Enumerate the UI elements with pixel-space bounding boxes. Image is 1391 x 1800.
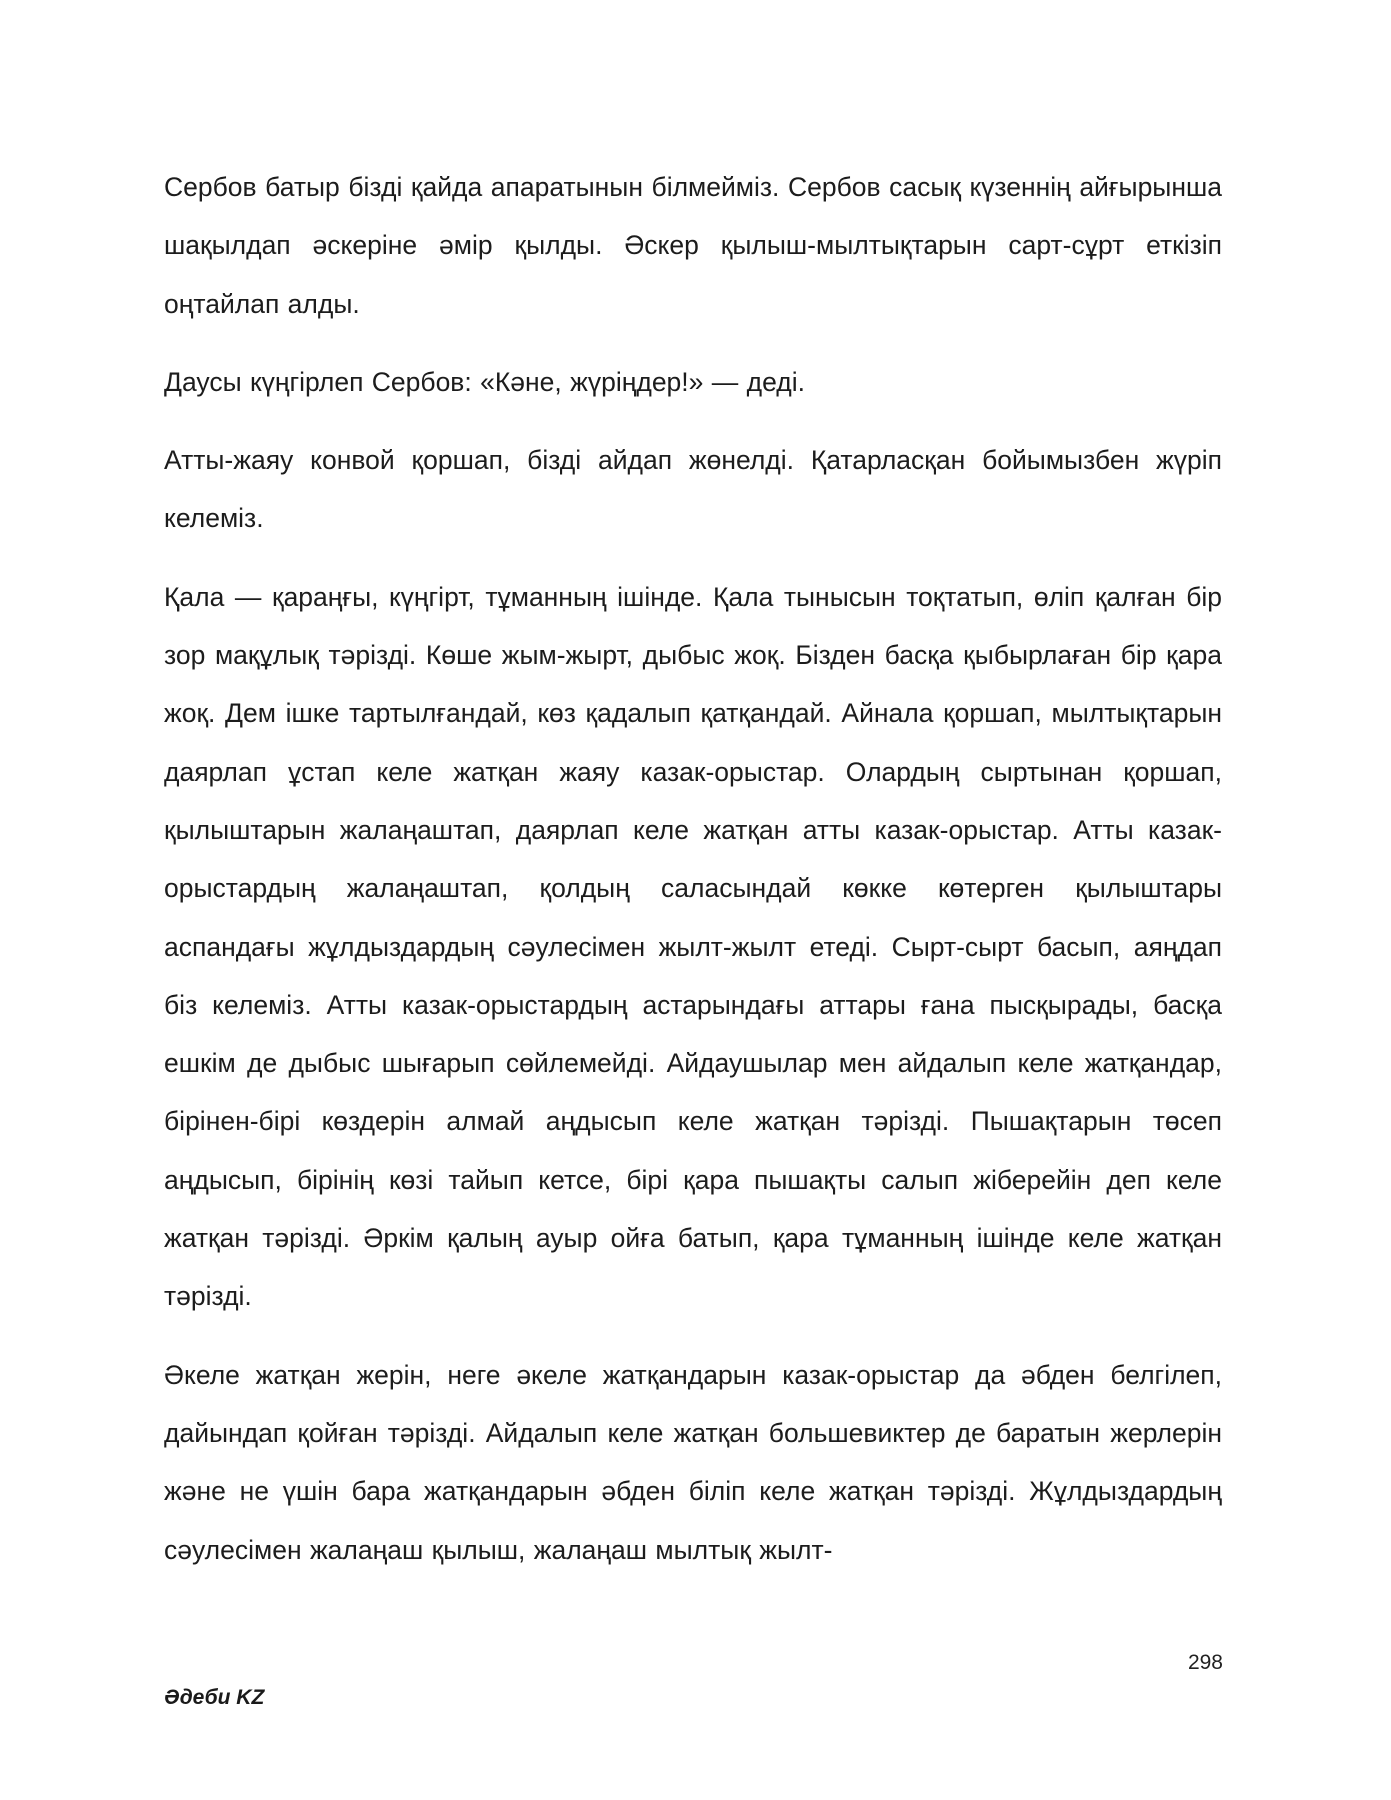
paragraph-1: Сербов батыр бізді қайда апаратынын білмейміз. Сербов сасық күзеннің айғырынша шақылдап әскеріне әмір қылды. Әскер қылыш-мылтықтарын сарт-сұрт еткізіп оңтайлап алды. xyxy=(164,172,1222,319)
footer-brand: Әдеби KZ xyxy=(164,1686,265,1709)
paragraph-3: Атты-жаяу конвой қоршап, бізді айдап жөнелді. Қатарласқан бойымызбен жүріп келеміз. xyxy=(164,445,1222,534)
paragraph-5: Әкеле жатқан жерін, неге әкеле жатқандарын казак-орыстар да әбден белгілеп, дайындап қойған тәрізді. Айдалып келе жатқан большевиктер де баратын жерлерін және не үшін бара жатқандарын әбден біліп келе жатқан тәрізді. Жұлдыздардың сәулесімен жалаңаш қылыш, жалаңаш мылтық жылт- xyxy=(164,1359,1222,1565)
paragraph-2: Даусы күңгірлеп Сербов: «Кәне, жүріңдер!» — деді. xyxy=(164,366,805,397)
body-text xyxy=(164,158,1222,1579)
paragraph-4: Қала — қараңғы, күңгірт, тұманның ішінде. Қала тынысын тоқтатып, өліп қалған бір зор мақұлық тәрізді. Көше жым-жырт, дыбыс жоқ. Бізден басқа қыбырлаған бір қара жоқ. Дем ішке тартылғандай, көз қадалып қатқандай. Айнала қоршап, мылтықтарын даярлап ұстап келе жатқан жаяу казак-орыстар. Олардың сыртынан қоршап, қылыштарын жалаңаштап, даярлап келе жатқан атты казак-орыстар. Атты казак-орыстардың жалаңаштап, қолдың саласындай көкке көтерген қылыштары аспандағы жұлдыздардың сәулесімен жылт-жылт етеді. Сырт-сырт басып, аяңдап біз келеміз. Атты казак-орыстардың астарындағы аттары ғана пысқырады, басқа ешкім де дыбыс шығарып сөйлемейді. Айдаушылар мен айдалып келе жатқандар, бірінен-бірі көздерін алмай аңдысып келе жатқан тәрізді. Пышақтарын төсеп аңдысып, бірінің көзі тайып кетсе, бірі қара пышақты салып жіберейін деп келе жатқан тәрізді. Әркім қалың ауыр ойға батып, қара тұманның ішінде келе жатқан тәрізді. xyxy=(164,581,1222,1312)
page-number: 298 xyxy=(1187,1651,1223,1674)
